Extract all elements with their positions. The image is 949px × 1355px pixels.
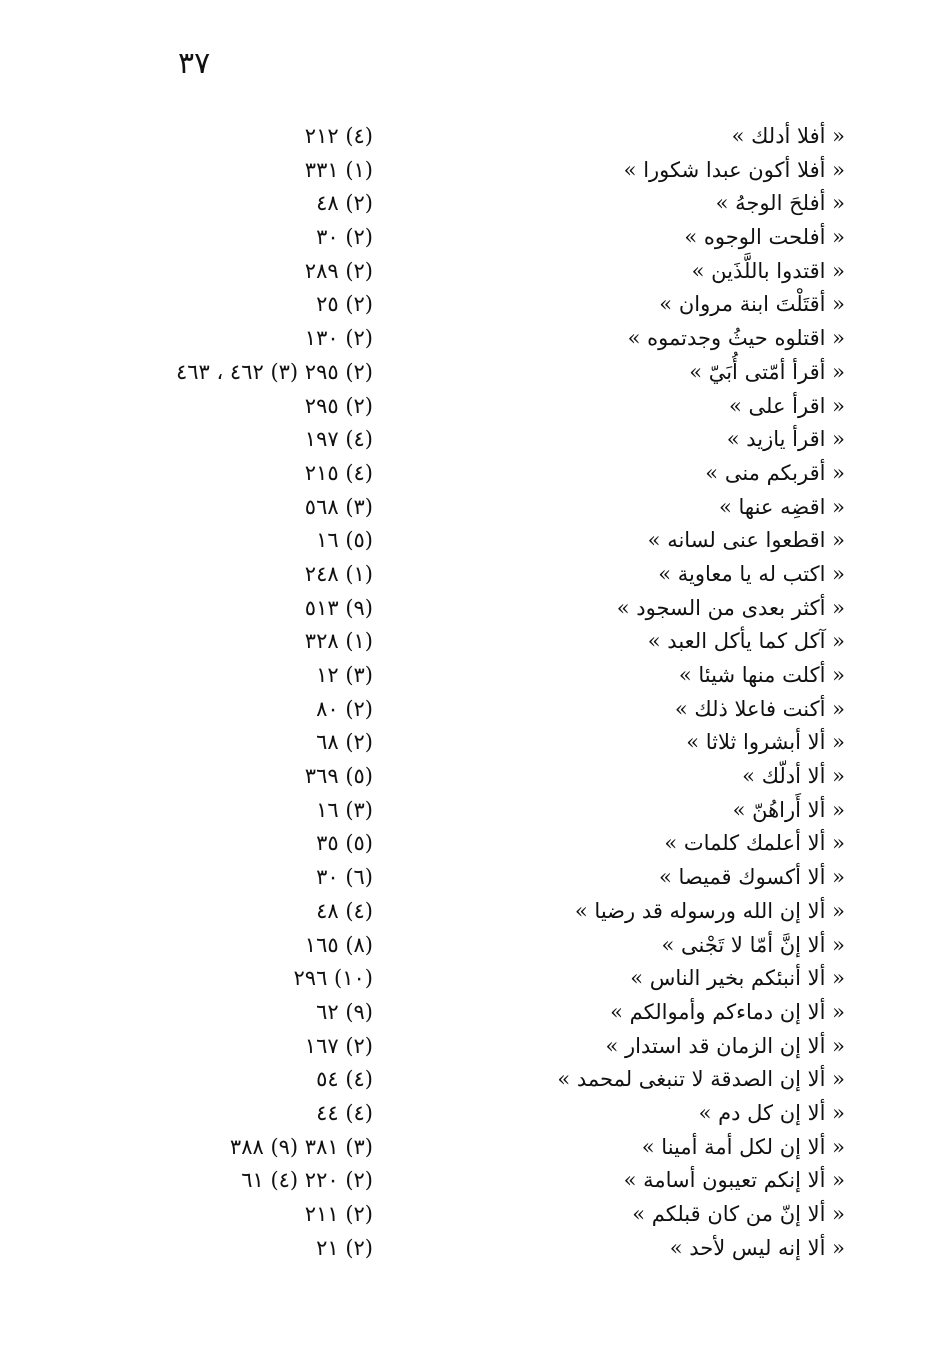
volume-page-references: (٢) ٢١١ [304, 1202, 373, 1226]
hadith-phrase: « اقضِه عنها » [718, 494, 845, 519]
hadith-phrase: « اقرأ يازيد » [726, 427, 845, 452]
hadith-phrase: « أفلا أدلك » [731, 124, 845, 148]
hadith-phrase: « أكنت فاعلا ذلك » [674, 696, 845, 721]
index-entry [0, 726, 949, 760]
volume-page-references: (١٠) ٢٩٦ [293, 966, 373, 991]
hadith-phrase: « أفلحَ الوجهُ » [715, 191, 845, 216]
index-entry [0, 1030, 949, 1064]
volume-page-references: (٦) ٣٠ [316, 865, 373, 890]
index-entry [0, 322, 949, 356]
volume-page-references: (٢) ٣٠ [316, 225, 373, 250]
volume-page-references: (٢) ١٦٧ [304, 1033, 373, 1058]
index-entry [0, 1097, 949, 1131]
volume-page-references: (١) ٢٤٨ [304, 561, 373, 586]
index-entry [0, 962, 949, 996]
volume-page-references: (٩) ٦٢ [316, 999, 373, 1024]
volume-page-references: (٥) ١٦ [316, 528, 373, 553]
index-entry [0, 1164, 949, 1198]
hadith-phrase: « ألا إن الصدقة لا تنبغى لمحمد » [557, 1067, 845, 1092]
hadith-phrase: « ألا إن الزمان قد استدار » [605, 1033, 845, 1058]
volume-page-references: (٢) ٨٠ [316, 696, 373, 721]
volume-page-references: (٢) ٢١ [316, 1235, 373, 1260]
hadith-phrase: « ألا إنّ من كان قبلكم » [632, 1202, 845, 1226]
index-entry [0, 524, 949, 558]
index-entry [0, 288, 949, 322]
index-entry [0, 491, 949, 525]
volume-page-references: (٢) ٢٢٠ (٤) ٦١ [241, 1168, 373, 1193]
hadith-phrase: « اقرأ على » [728, 393, 845, 418]
index-entry [0, 390, 949, 424]
volume-page-references: (٢) ٢٨٩ [304, 258, 373, 283]
volume-page-references: (٤) ٤٤ [316, 1100, 373, 1125]
hadith-phrase: « ألا أكسوك قميصا » [658, 865, 845, 890]
index-entry [0, 1063, 949, 1097]
volume-page-references: (٢) ٦٨ [316, 730, 373, 755]
hadith-phrase: « ألا إنه ليس لأحد » [669, 1235, 845, 1260]
index-entry [0, 659, 949, 693]
hadith-phrase: « ألا إن لكل أمة أمينا » [641, 1134, 845, 1159]
index-entry [0, 558, 949, 592]
hadith-phrase: « اقطعوا عنى لسانه » [647, 528, 845, 553]
volume-page-references: (٤) ٥٤ [316, 1067, 373, 1092]
volume-page-references: (٢) ١٣٠ [304, 326, 373, 351]
index-entry [0, 794, 949, 828]
hadith-phrase: « أفلحت الوجوه » [684, 225, 845, 250]
hadith-phrase: « ألا إن كل دم » [698, 1100, 845, 1125]
index-entry [0, 187, 949, 221]
hadith-phrase: « ألا إنكم تعيبون أسامة » [623, 1168, 845, 1193]
volume-page-references: (٢) ٢٩٥ (٣) ٤٦٢ ، ٤٦٣ [175, 359, 373, 384]
page-number: ٣٧ [178, 46, 211, 81]
hadith-phrase: « آكل كما يأكل العبد » [647, 629, 845, 654]
index-entry [0, 895, 949, 929]
hadith-phrase: « ألا أَراهُنّ » [732, 797, 845, 822]
hadith-phrase: « أقربكم منى » [705, 460, 845, 485]
hadith-phrase: « اقتدوا باللَّذَين » [691, 258, 845, 283]
index-entry [0, 1131, 949, 1165]
hadith-phrase: « اقتلوه حيثُ وجدتموه » [627, 326, 845, 351]
volume-page-references: (١) ٣٢٨ [304, 629, 373, 654]
hadith-index-list [0, 120, 949, 1265]
volume-page-references: (٢) ٢٥ [316, 292, 373, 317]
volume-page-references: (٣) ٣٨١ (٩) ٣٨٨ [229, 1134, 373, 1159]
index-entry [0, 625, 949, 659]
index-entry [0, 827, 949, 861]
volume-page-references: (٢) ٤٨ [316, 191, 373, 216]
hadith-phrase: « ألا أعلمك كلمات » [664, 831, 845, 856]
index-entry [0, 120, 949, 154]
volume-page-references: (٤) ١٩٧ [304, 427, 373, 452]
index-entry [0, 457, 949, 491]
hadith-phrase: « اكتب له يا معاوية » [658, 561, 845, 586]
hadith-phrase: « ألا أبشروا ثلاثا » [686, 730, 845, 755]
hadith-phrase: « ألا أدلّك » [742, 764, 845, 789]
index-entry [0, 592, 949, 626]
hadith-phrase: « ألا إن الله ورسوله قد رضيا » [574, 898, 845, 923]
index-entry [0, 1232, 949, 1266]
volume-page-references: (١) ٣٣١ [304, 157, 373, 182]
volume-page-references: (٤) ٢١٢ [304, 124, 373, 148]
index-entry [0, 255, 949, 289]
volume-page-references: (٣) ٥٦٨ [304, 494, 373, 519]
index-entry [0, 221, 949, 255]
index-entry [0, 693, 949, 727]
volume-page-references: (٤) ٤٨ [316, 898, 373, 923]
index-entry [0, 423, 949, 457]
hadith-phrase: « أقتَلْتَ ابنة مروان » [659, 292, 845, 317]
volume-page-references: (٥) ٣٥ [316, 831, 373, 856]
index-entry [0, 760, 949, 794]
hadith-phrase: « ألا إن دماءكم وأموالكم » [610, 999, 845, 1024]
hadith-phrase: « أكثر بعدى من السجود » [616, 595, 845, 620]
volume-page-references: (٨) ١٦٥ [304, 932, 373, 957]
volume-page-references: (٣) ١٦ [316, 797, 373, 822]
volume-page-references: (٢) ٢٩٥ [304, 393, 373, 418]
volume-page-references: (٤) ٢١٥ [304, 460, 373, 485]
index-entry [0, 861, 949, 895]
hadith-phrase: « أفلا أكون عبدا شكورا » [623, 157, 845, 182]
volume-page-references: (٥) ٣٦٩ [304, 764, 373, 789]
index-entry [0, 356, 949, 390]
index-entry [0, 996, 949, 1030]
volume-page-references: (٣) ١٢ [316, 663, 373, 687]
volume-page-references: (٩) ٥١٣ [304, 595, 373, 620]
index-entry [0, 1198, 949, 1232]
hadith-phrase: « ألا أنبئكم بخير الناس » [630, 966, 845, 991]
index-entry [0, 154, 949, 188]
index-entry [0, 929, 949, 963]
hadith-phrase: « أقرأ أمّتى أُبَيّ » [689, 359, 845, 384]
hadith-phrase: « أكلت منها شيئا » [678, 663, 845, 687]
hadith-phrase: « ألا إنَّ أمّا لا تَجْنى » [661, 932, 845, 957]
